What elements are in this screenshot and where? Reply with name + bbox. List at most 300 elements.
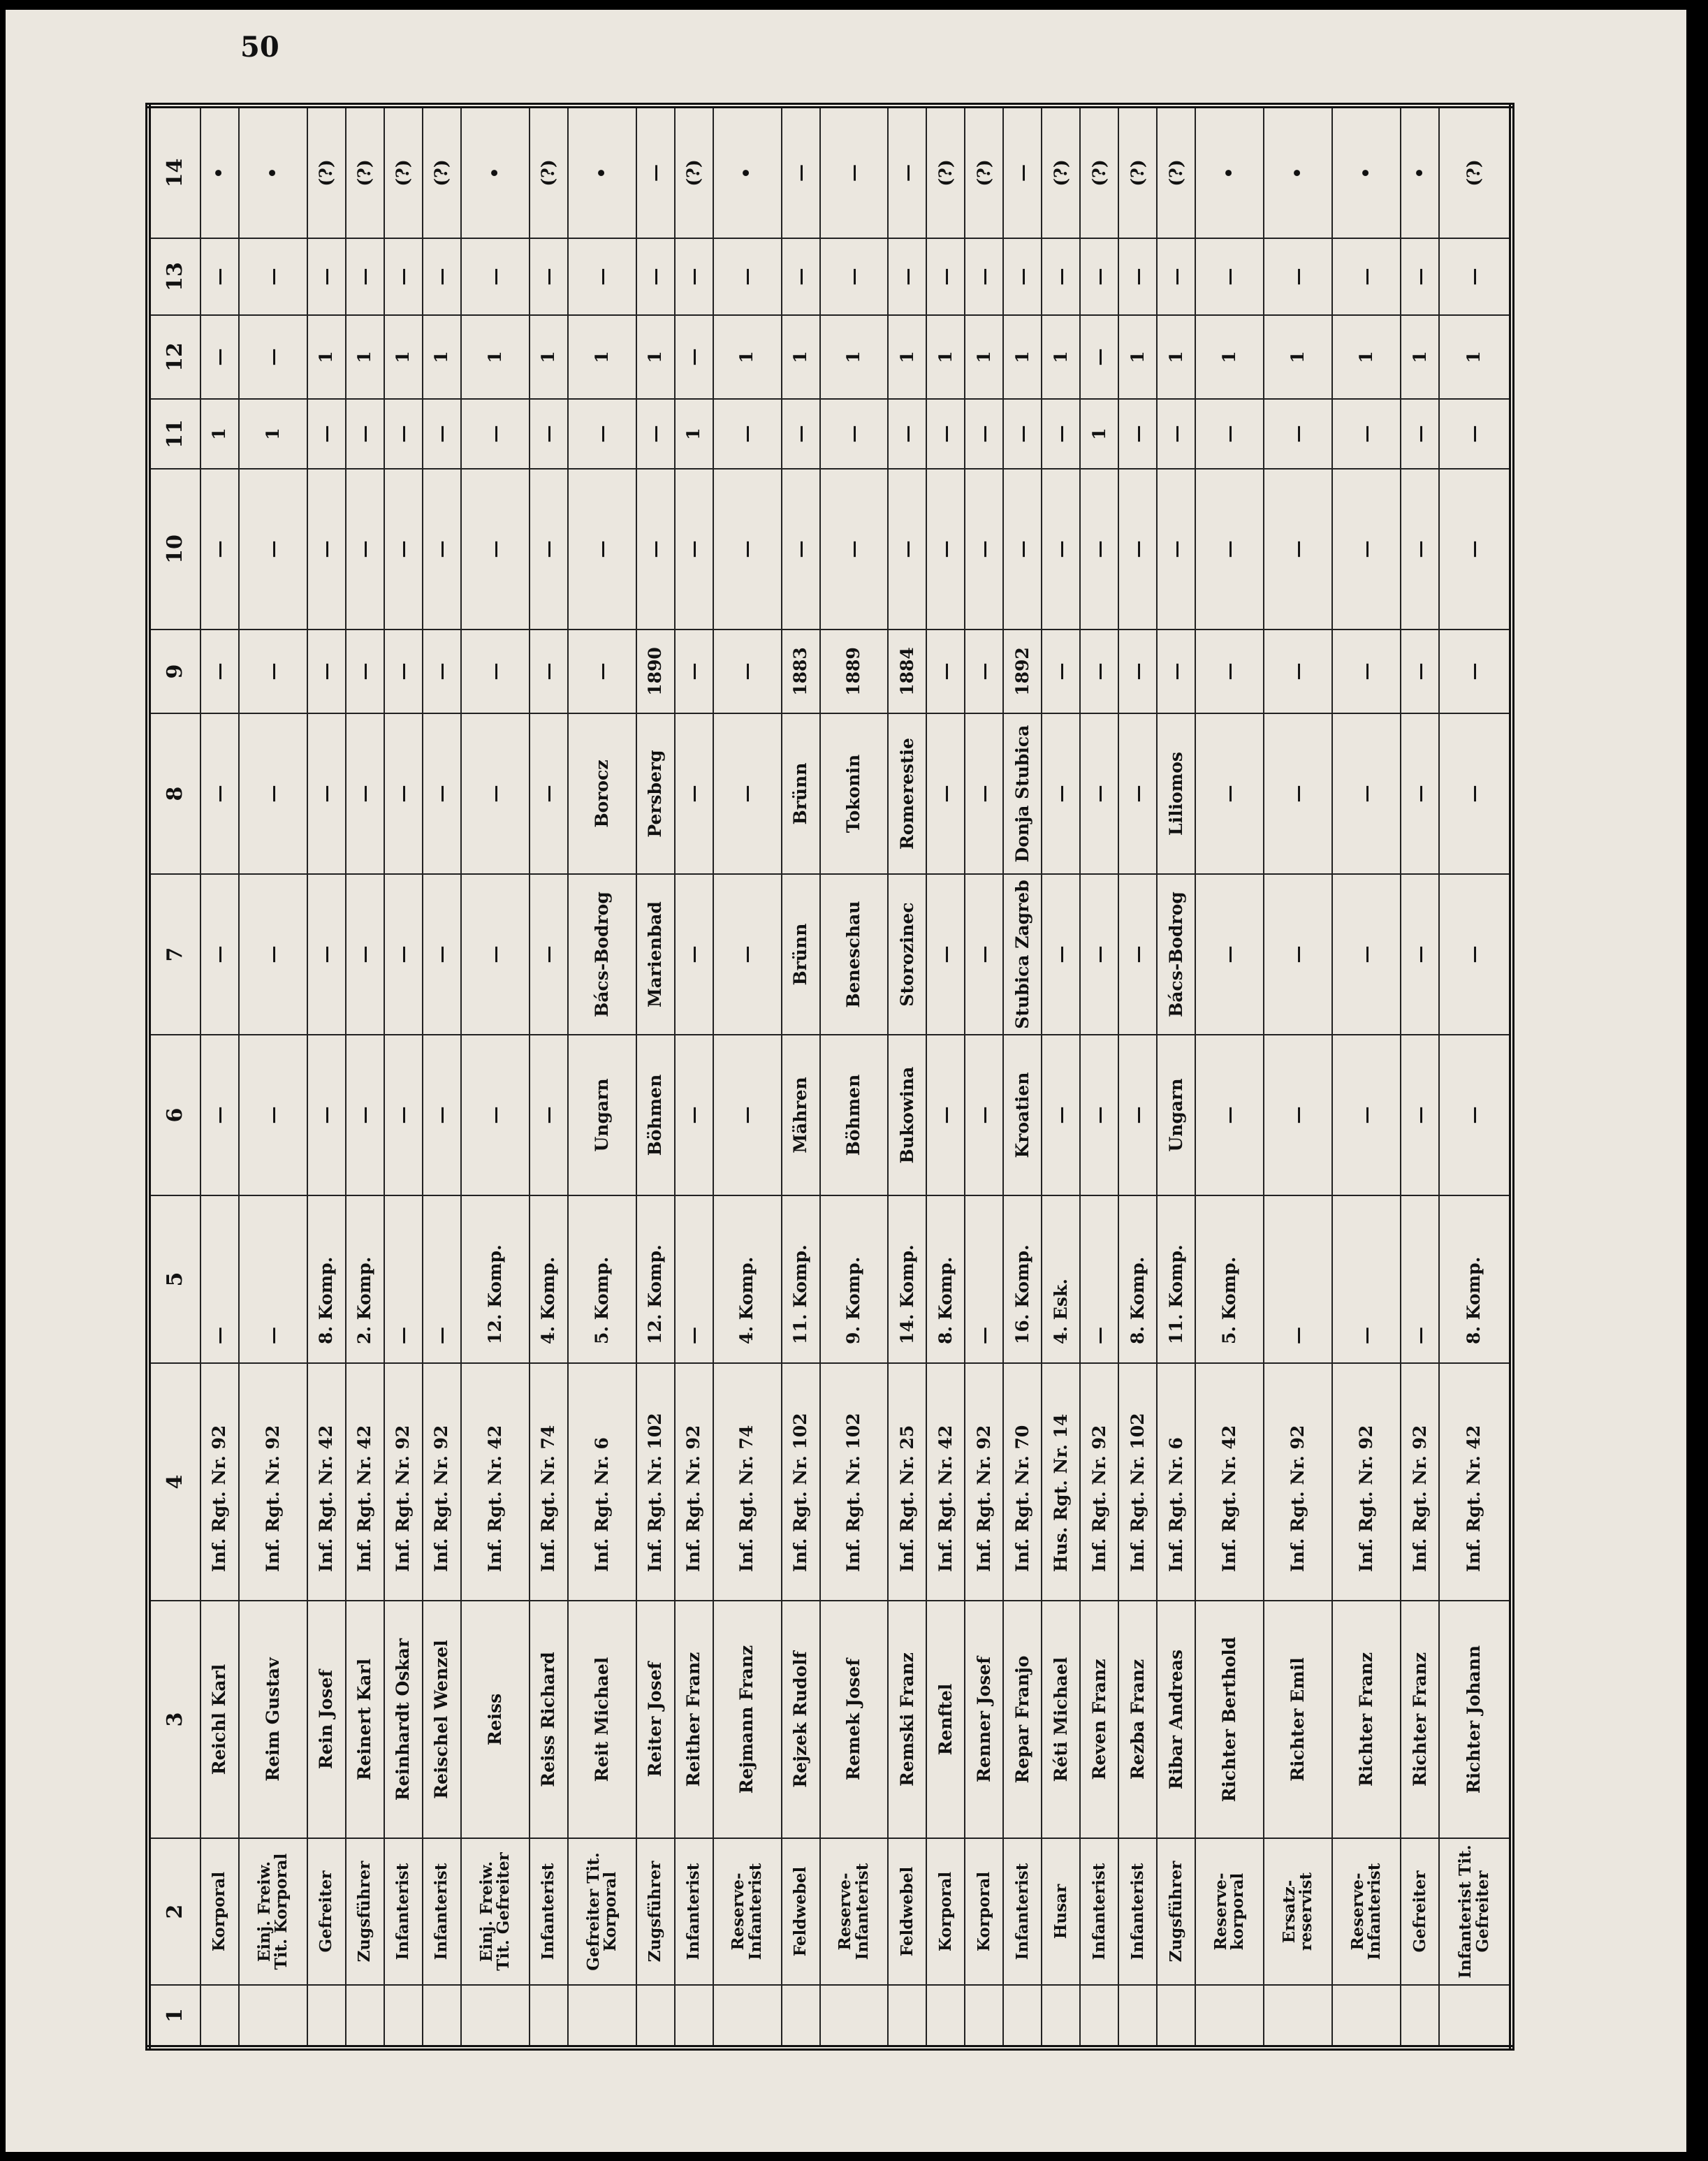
cell-col-3: Reiss Richard: [530, 1601, 568, 1838]
cell-col-1: [1195, 1985, 1264, 2048]
cell-col-5: —: [384, 1195, 423, 1363]
cell-col-13: —: [1080, 238, 1118, 315]
cell-col-9: —: [239, 630, 307, 713]
cell-col-3: Reven Franz: [1080, 1601, 1118, 1838]
cell-col-7: Storozinec: [888, 874, 926, 1035]
cell-col-2: Ersatz-reservist: [1264, 1838, 1332, 1985]
cell-col-6: —: [1080, 1035, 1118, 1195]
cell-col-14: (?): [1439, 105, 1512, 238]
cell-col-7: —: [1118, 874, 1157, 1035]
cell-col-4: Inf. Rgt. Nr. 6: [568, 1363, 636, 1601]
cell-col-11: 1: [675, 399, 713, 469]
cell-col-11: —: [636, 399, 675, 469]
cell-col-6: —: [239, 1035, 307, 1195]
cell-col-13: —: [307, 238, 346, 315]
cell-col-13: —: [1157, 238, 1195, 315]
cell-col-4: Inf. Rgt. Nr. 102: [1118, 1363, 1157, 1601]
cell-col-9: —: [200, 630, 239, 713]
cell-col-13: —: [568, 238, 636, 315]
cell-col-6: —: [384, 1035, 423, 1195]
column-header-9: 9: [148, 630, 200, 713]
cell-col-11: —: [782, 399, 820, 469]
cell-col-8: Borocz: [568, 713, 636, 874]
cell-col-8: —: [1401, 713, 1439, 874]
cell-col-13: —: [200, 238, 239, 315]
cell-col-10: —: [239, 469, 307, 630]
scanned-page: [6, 10, 1686, 2152]
cell-col-6: Ungarn: [1157, 1035, 1195, 1195]
cell-col-14: (?): [423, 105, 461, 238]
cell-col-3: Richter Franz: [1401, 1601, 1439, 1838]
cell-col-5: 9. Komp.: [820, 1195, 889, 1363]
table-row: [568, 105, 636, 2048]
cell-col-14: —: [888, 105, 926, 238]
cell-col-13: —: [675, 238, 713, 315]
cell-col-8: —: [530, 713, 568, 874]
cell-col-12: —: [200, 315, 239, 399]
cell-col-4: Inf. Rgt. Nr. 42: [1195, 1363, 1264, 1601]
cell-col-10: —: [965, 469, 1003, 630]
cell-col-7: —: [1401, 874, 1439, 1035]
cell-col-13: —: [1003, 238, 1042, 315]
table-row: [1195, 105, 1264, 2048]
cell-col-6: —: [307, 1035, 346, 1195]
cell-col-12: —: [239, 315, 307, 399]
cell-col-9: —: [1157, 630, 1195, 713]
table-row: [713, 105, 782, 2048]
cell-col-4: Inf. Rgt. Nr. 92: [675, 1363, 713, 1601]
cell-col-5: 12. Komp.: [636, 1195, 675, 1363]
cell-col-3: Rezba Franz: [1118, 1601, 1157, 1838]
cell-col-7: —: [1080, 874, 1118, 1035]
cell-col-9: —: [568, 630, 636, 713]
column-header-4: 4: [148, 1363, 200, 1601]
cell-col-14: •: [1401, 105, 1439, 238]
cell-col-2: Infanterist: [1118, 1838, 1157, 1985]
cell-col-12: 1: [1042, 315, 1080, 399]
cell-col-13: —: [636, 238, 675, 315]
cell-col-11: —: [1439, 399, 1512, 469]
cell-col-5: —: [675, 1195, 713, 1363]
cell-col-13: —: [713, 238, 782, 315]
table-row: [820, 105, 889, 2048]
cell-col-14: •: [200, 105, 239, 238]
column-header-3: 3: [148, 1601, 200, 1838]
cell-col-3: Reichl Karl: [200, 1601, 239, 1838]
cell-col-12: 1: [1157, 315, 1195, 399]
cell-col-4: Inf. Rgt. Nr. 70: [1003, 1363, 1042, 1601]
column-header-2: 2: [148, 1838, 200, 1985]
rotated-table-frame: [145, 122, 1514, 2051]
cell-col-9: —: [1401, 630, 1439, 713]
cell-col-5: 4. Komp.: [713, 1195, 782, 1363]
cell-col-6: Mähren: [782, 1035, 820, 1195]
cell-col-6: Ungarn: [568, 1035, 636, 1195]
cell-col-6: —: [1332, 1035, 1401, 1195]
cell-col-13: —: [782, 238, 820, 315]
cell-col-5: 8. Komp.: [926, 1195, 965, 1363]
cell-col-9: —: [423, 630, 461, 713]
cell-col-8: —: [675, 713, 713, 874]
cell-col-7: —: [675, 874, 713, 1035]
cell-col-10: —: [782, 469, 820, 630]
cell-col-11: —: [713, 399, 782, 469]
cell-col-12: 1: [1401, 315, 1439, 399]
cell-col-1: [346, 1985, 384, 2048]
cell-col-10: —: [200, 469, 239, 630]
cell-col-14: —: [782, 105, 820, 238]
cell-col-11: —: [888, 399, 926, 469]
cell-col-6: —: [200, 1035, 239, 1195]
cell-col-8: —: [1080, 713, 1118, 874]
cell-col-11: —: [423, 399, 461, 469]
cell-col-6: —: [530, 1035, 568, 1195]
table-row: [1332, 105, 1401, 2048]
cell-col-8: —: [423, 713, 461, 874]
cell-col-10: —: [530, 469, 568, 630]
cell-col-4: Inf. Rgt. Nr. 92: [1401, 1363, 1439, 1601]
cell-col-14: •: [461, 105, 530, 238]
cell-col-6: —: [926, 1035, 965, 1195]
cell-col-8: —: [200, 713, 239, 874]
cell-col-9: —: [1080, 630, 1118, 713]
cell-col-10: —: [384, 469, 423, 630]
cell-col-6: —: [675, 1035, 713, 1195]
cell-col-1: [965, 1985, 1003, 2048]
cell-col-11: 1: [200, 399, 239, 469]
cell-col-8: —: [1195, 713, 1264, 874]
cell-col-9: —: [1439, 630, 1512, 713]
cell-col-14: —: [820, 105, 889, 238]
cell-col-12: —: [675, 315, 713, 399]
cell-col-1: [1401, 1985, 1439, 2048]
cell-col-2: Reserve-Infanterist: [820, 1838, 889, 1985]
cell-col-6: —: [346, 1035, 384, 1195]
table-row: [1080, 105, 1118, 2048]
cell-col-12: 1: [1003, 315, 1042, 399]
cell-col-12: —: [1080, 315, 1118, 399]
cell-col-11: —: [965, 399, 1003, 469]
cell-col-12: 1: [461, 315, 530, 399]
cell-col-2: Infanterist: [384, 1838, 423, 1985]
cell-col-7: —: [1332, 874, 1401, 1035]
cell-col-10: —: [423, 469, 461, 630]
cell-col-10: —: [1332, 469, 1401, 630]
table-row: [1157, 105, 1195, 2048]
cell-col-10: —: [675, 469, 713, 630]
cell-col-1: [926, 1985, 965, 2048]
cell-col-5: 16. Komp.: [1003, 1195, 1042, 1363]
cell-col-9: 1889: [820, 630, 889, 713]
cell-col-1: [675, 1985, 713, 2048]
cell-col-8: Persberg: [636, 713, 675, 874]
page-number: 50: [240, 31, 279, 64]
cell-col-10: —: [888, 469, 926, 630]
cell-col-10: —: [346, 469, 384, 630]
cell-col-5: 2. Komp.: [346, 1195, 384, 1363]
cell-col-2: Zugsführer: [346, 1838, 384, 1985]
column-header-14: 14: [148, 105, 200, 238]
table-row: [926, 105, 965, 2048]
cell-col-12: 1: [346, 315, 384, 399]
cell-col-5: —: [1080, 1195, 1118, 1363]
cell-col-3: Remek Josef: [820, 1601, 889, 1838]
cell-col-5: 4. Komp.: [530, 1195, 568, 1363]
table-row: [1401, 105, 1439, 2048]
cell-col-14: (?): [346, 105, 384, 238]
cell-col-9: —: [1332, 630, 1401, 713]
table-row: [782, 105, 820, 2048]
cell-col-11: 1: [239, 399, 307, 469]
cell-col-3: Rejzek Rudolf: [782, 1601, 820, 1838]
cell-col-4: Inf. Rgt. Nr. 102: [636, 1363, 675, 1601]
cell-col-5: 12. Komp.: [461, 1195, 530, 1363]
cell-col-9: —: [926, 630, 965, 713]
cell-col-12: 1: [1195, 315, 1264, 399]
cell-col-7: Marienbad: [636, 874, 675, 1035]
cell-col-8: —: [1332, 713, 1401, 874]
cell-col-3: Remski Franz: [888, 1601, 926, 1838]
cell-col-3: Richter Franz: [1332, 1601, 1401, 1838]
cell-col-1: [888, 1985, 926, 2048]
cell-col-13: —: [1042, 238, 1080, 315]
cell-col-10: —: [1264, 469, 1332, 630]
cell-col-5: —: [1264, 1195, 1332, 1363]
cell-col-3: Reinert Karl: [346, 1601, 384, 1838]
cell-col-12: 1: [888, 315, 926, 399]
cell-col-1: [530, 1985, 568, 2048]
cell-col-1: [1118, 1985, 1157, 2048]
cell-col-14: (?): [307, 105, 346, 238]
table-row: [1264, 105, 1332, 2048]
cell-col-10: —: [1401, 469, 1439, 630]
table-row: [888, 105, 926, 2048]
cell-col-6: —: [1042, 1035, 1080, 1195]
cell-col-11: —: [820, 399, 889, 469]
cell-col-7: —: [926, 874, 965, 1035]
cell-col-1: [1332, 1985, 1401, 2048]
cell-col-5: —: [965, 1195, 1003, 1363]
cell-col-1: [200, 1985, 239, 2048]
cell-col-12: 1: [965, 315, 1003, 399]
table-row: [1042, 105, 1080, 2048]
column-header-11: 11: [148, 399, 200, 469]
cell-col-9: —: [1195, 630, 1264, 713]
cell-col-9: —: [1042, 630, 1080, 713]
cell-col-9: —: [384, 630, 423, 713]
cell-col-5: —: [1401, 1195, 1439, 1363]
column-header-10: 10: [148, 469, 200, 630]
cell-col-10: —: [1042, 469, 1080, 630]
cell-col-4: Inf. Rgt. Nr. 92: [965, 1363, 1003, 1601]
cell-col-12: 1: [926, 315, 965, 399]
column-header-12: 12: [148, 315, 200, 399]
cell-col-11: —: [1264, 399, 1332, 469]
cell-col-2: Reserve-Infanterist: [713, 1838, 782, 1985]
cell-col-4: Inf. Rgt. Nr. 42: [1439, 1363, 1512, 1601]
cell-col-14: (?): [1157, 105, 1195, 238]
cell-col-11: —: [568, 399, 636, 469]
cell-col-9: —: [346, 630, 384, 713]
cell-col-2: Infanterist Tit. Gefreiter: [1439, 1838, 1512, 1985]
cell-col-7: —: [1195, 874, 1264, 1035]
cell-col-7: —: [1439, 874, 1512, 1035]
cell-col-5: 11. Komp.: [782, 1195, 820, 1363]
column-header-6: 6: [148, 1035, 200, 1195]
cell-col-10: —: [1118, 469, 1157, 630]
cell-col-6: —: [461, 1035, 530, 1195]
cell-col-12: 1: [307, 315, 346, 399]
cell-col-11: 1: [1080, 399, 1118, 469]
cell-col-13: —: [239, 238, 307, 315]
cell-col-14: •: [1332, 105, 1401, 238]
cell-col-12: 1: [1332, 315, 1401, 399]
cell-col-5: —: [239, 1195, 307, 1363]
cell-col-1: [1042, 1985, 1080, 2048]
cell-col-2: Feldwebel: [888, 1838, 926, 1985]
cell-col-12: 1: [713, 315, 782, 399]
cell-col-12: 1: [384, 315, 423, 399]
table-row: [384, 105, 423, 2048]
cell-col-4: Inf. Rgt. Nr. 92: [200, 1363, 239, 1601]
cell-col-13: —: [820, 238, 889, 315]
cell-col-9: —: [965, 630, 1003, 713]
cell-col-14: •: [568, 105, 636, 238]
cell-col-8: —: [461, 713, 530, 874]
cell-col-5: 11. Komp.: [1157, 1195, 1195, 1363]
table-row: [1439, 105, 1512, 2048]
cell-col-2: Gefreiter: [1401, 1838, 1439, 1985]
cell-col-8: Romerestie: [888, 713, 926, 874]
table-row: [461, 105, 530, 2048]
cell-col-11: —: [461, 399, 530, 469]
cell-col-5: 14. Komp.: [888, 1195, 926, 1363]
cell-col-11: —: [1118, 399, 1157, 469]
cell-col-5: 8. Komp.: [1118, 1195, 1157, 1363]
cell-col-4: Inf. Rgt. Nr. 6: [1157, 1363, 1195, 1601]
cell-col-9: 1883: [782, 630, 820, 713]
cell-col-8: Liliomos: [1157, 713, 1195, 874]
cell-col-4: Inf. Rgt. Nr. 74: [530, 1363, 568, 1601]
column-number-row: [148, 105, 200, 2048]
cell-col-1: [461, 1985, 530, 2048]
cell-col-4: Inf. Rgt. Nr. 92: [239, 1363, 307, 1601]
cell-col-2: Infanterist: [1080, 1838, 1118, 1985]
cell-col-9: —: [1118, 630, 1157, 713]
cell-col-5: 5. Komp.: [1195, 1195, 1264, 1363]
cell-col-10: —: [1080, 469, 1118, 630]
cell-col-8: —: [384, 713, 423, 874]
cell-col-14: (?): [965, 105, 1003, 238]
cell-col-1: [1080, 1985, 1118, 2048]
cell-col-2: Infanterist: [530, 1838, 568, 1985]
cell-col-6: —: [1264, 1035, 1332, 1195]
cell-col-8: —: [1264, 713, 1332, 874]
cell-col-2: Infanterist: [1003, 1838, 1042, 1985]
cell-col-6: Kroatien: [1003, 1035, 1042, 1195]
cell-col-1: [1157, 1985, 1195, 2048]
cell-col-3: Reiter Josef: [636, 1601, 675, 1838]
column-header-1: 1: [148, 1985, 200, 2048]
cell-col-13: —: [888, 238, 926, 315]
cell-col-14: (?): [675, 105, 713, 238]
table-row: [346, 105, 384, 2048]
cell-col-13: —: [965, 238, 1003, 315]
column-header-8: 8: [148, 713, 200, 874]
cell-col-9: —: [713, 630, 782, 713]
cell-col-7: Stubica Zagreb: [1003, 874, 1042, 1035]
cell-col-7: —: [965, 874, 1003, 1035]
cell-col-1: [1003, 1985, 1042, 2048]
cell-col-2: Infanterist: [675, 1838, 713, 1985]
cell-col-1: [782, 1985, 820, 2048]
cell-col-14: (?): [1080, 105, 1118, 238]
cell-col-2: Reserve-korporal: [1195, 1838, 1264, 1985]
cell-col-4: Inf. Rgt. Nr. 92: [1080, 1363, 1118, 1601]
table-row: [200, 105, 239, 2048]
cell-col-7: Bács-Bodrog: [568, 874, 636, 1035]
cell-col-13: —: [384, 238, 423, 315]
cell-col-9: 1892: [1003, 630, 1042, 713]
table-row: [530, 105, 568, 2048]
cell-col-9: —: [307, 630, 346, 713]
cell-col-11: —: [384, 399, 423, 469]
cell-col-14: •: [1264, 105, 1332, 238]
cell-col-10: —: [1157, 469, 1195, 630]
cell-col-3: Reischel Wenzel: [423, 1601, 461, 1838]
cell-col-13: —: [1195, 238, 1264, 315]
cell-col-4: Inf. Rgt. Nr. 25: [888, 1363, 926, 1601]
cell-col-4: Inf. Rgt. Nr. 92: [1332, 1363, 1401, 1601]
cell-col-10: —: [820, 469, 889, 630]
cell-col-10: —: [461, 469, 530, 630]
cell-col-2: Infanterist: [423, 1838, 461, 1985]
cell-col-14: (?): [530, 105, 568, 238]
cell-col-6: —: [423, 1035, 461, 1195]
cell-col-12: 1: [1264, 315, 1332, 399]
table-row: [675, 105, 713, 2048]
cell-col-2: Gefreiter Tit. Korporal: [568, 1838, 636, 1985]
cell-col-1: [239, 1985, 307, 2048]
cell-col-5: —: [1332, 1195, 1401, 1363]
cell-col-13: —: [346, 238, 384, 315]
casualty-list-table: [145, 103, 1514, 2051]
cell-col-3: Richter Emil: [1264, 1601, 1332, 1838]
cell-col-14: —: [1003, 105, 1042, 238]
cell-col-5: 4. Esk.: [1042, 1195, 1080, 1363]
table-row: [423, 105, 461, 2048]
cell-col-14: (?): [1118, 105, 1157, 238]
cell-col-4: Inf. Rgt. Nr. 42: [307, 1363, 346, 1601]
cell-col-13: —: [1332, 238, 1401, 315]
column-header-7: 7: [148, 874, 200, 1035]
cell-col-8: —: [1042, 713, 1080, 874]
cell-col-13: —: [926, 238, 965, 315]
cell-col-11: —: [530, 399, 568, 469]
cell-col-6: Bukowina: [888, 1035, 926, 1195]
cell-col-3: Réti Michael: [1042, 1601, 1080, 1838]
column-header-13: 13: [148, 238, 200, 315]
table-body: [200, 105, 1512, 2048]
cell-col-10: —: [713, 469, 782, 630]
cell-col-8: Donja Stubica: [1003, 713, 1042, 874]
cell-col-3: Reinhardt Oskar: [384, 1601, 423, 1838]
cell-col-3: Reiss: [461, 1601, 530, 1838]
cell-col-1: [713, 1985, 782, 2048]
cell-col-14: •: [1195, 105, 1264, 238]
cell-col-3: Richter Berthold: [1195, 1601, 1264, 1838]
cell-col-13: —: [461, 238, 530, 315]
